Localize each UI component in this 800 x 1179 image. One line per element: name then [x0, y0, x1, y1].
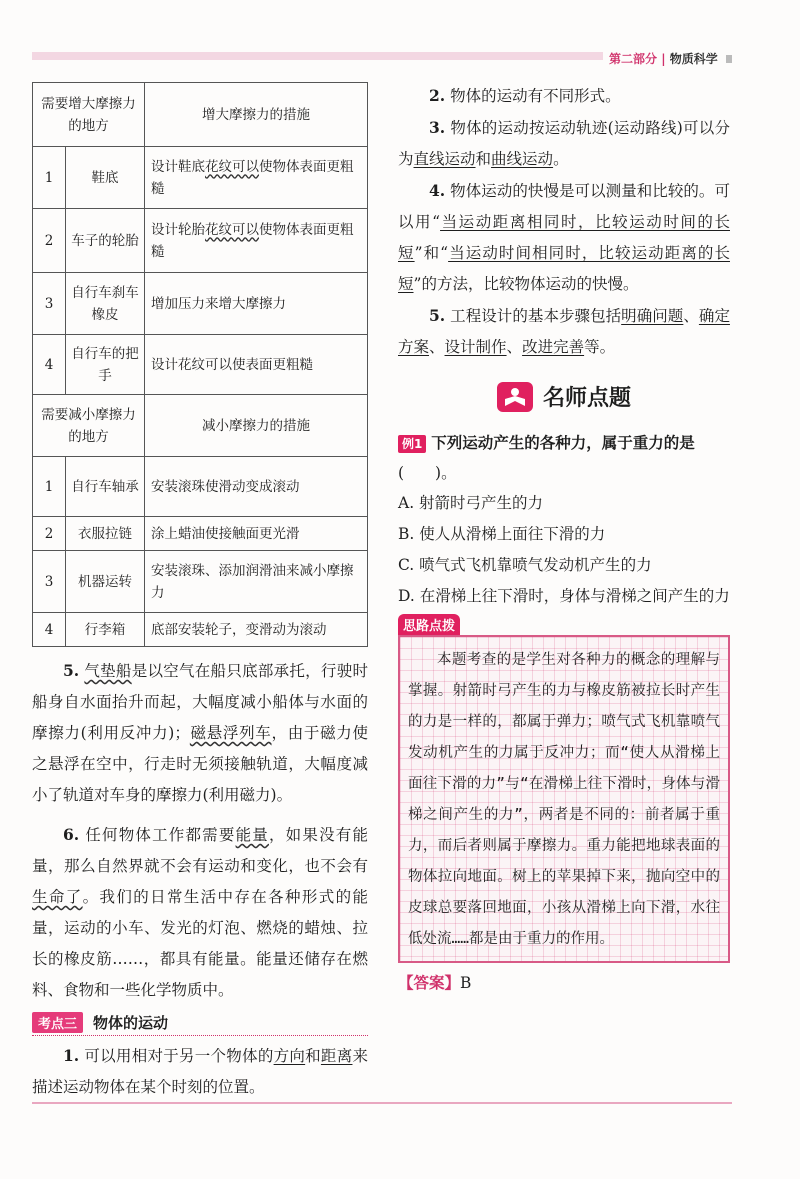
right-paragraph-5: 5. 工程设计的基本步骤包括明确问题、确定方案、设计制作、改进完善等。 — [398, 306, 730, 356]
decrease-head-measure: 减小摩擦力的措施 — [145, 395, 368, 457]
table-row — [33, 209, 368, 273]
table-row — [33, 613, 368, 647]
bottom-rule — [32, 1102, 732, 1104]
row-num: 1 — [33, 147, 66, 209]
right-paragraph-3: 3. 物体的运动按运动轨迹(运动路线)可以分为直线运动和曲线运动。 — [398, 118, 730, 168]
row-num: 3 — [33, 551, 66, 613]
silu-text: 本题考查的是学生对各种力的概念的理解与掌握。射箭时弓产生的力与橡皮筋被拉长时产生的力是一样的，都属于弹力；喷气式飞机靠喷气发动机产生的力属于反冲力；而“使人从滑梯上面往下滑的力”与“在滑梯上往下滑时，身体与滑梯之间产生的力”，两者是不同的：前者属于重力，而后者则属于摩擦力。重力能把地球表面的物体拉向地面。树上的苹果掉下来，抛向空中的皮球总要落回地面，小孩从滑梯上向下滑，水往低处流……都是由于重力的作用。 — [408, 652, 720, 947]
kaodian-heading — [32, 1012, 368, 1036]
row-place: 车子的轮胎 — [66, 209, 145, 273]
row-num: 4 — [33, 335, 66, 395]
left-column — [32, 82, 368, 1103]
header-square — [726, 55, 732, 63]
row-place: 自行车刹车橡皮 — [66, 273, 145, 335]
friction-table — [32, 82, 368, 647]
table-row — [33, 147, 368, 209]
right-paragraph-2: 2. 物体的运动有不同形式。 — [429, 86, 621, 105]
silu-box — [398, 635, 730, 963]
row-measure: 设计鞋底花纹可以使物体表面更粗糙 — [145, 147, 368, 209]
answer-line — [398, 971, 730, 993]
row-num: 2 — [33, 517, 66, 551]
decrease-head-place: 需要减小摩擦力的地方 — [33, 395, 145, 457]
row-measure: 安装滚珠使滑动变成滚动 — [145, 457, 368, 517]
option-b: B. 使人从滑梯上面往下滑的力 — [398, 525, 606, 543]
row-measure: 涂上蜡油使接触面更光滑 — [145, 517, 368, 551]
example-question: 例1 下列运动产生的各种力，属于重力的是 ( )。 — [398, 433, 695, 482]
table-row — [33, 335, 368, 395]
row-measure: 增加压力来增大摩擦力 — [145, 273, 368, 335]
header-sep: | — [661, 52, 666, 66]
left-paragraph-5: 5. 气垫船是以空气在船只底部承托，行驶时船身自水面抬升而起，大幅度减小船体与水面的摩擦力(利用反冲力)；磁悬浮列车，由于磁力使之悬浮在空中，行走时无须接触轨道，大幅度减小了轨道对车身的摩擦力(利用磁力)。 — [32, 661, 368, 804]
table-row — [33, 457, 368, 517]
row-place: 衣服拉链 — [66, 517, 145, 551]
header-part: 第二部分 — [609, 52, 658, 66]
header-subject: 物质科学 — [669, 52, 718, 66]
answer-value: B — [460, 974, 472, 992]
teacher-reading-icon — [497, 382, 533, 412]
row-measure: 底部安装轮子，变滑动为滚动 — [145, 613, 368, 647]
kaodian-title: 物体的运动 — [93, 1014, 169, 1032]
kaodian-tag: 考点三 — [32, 1012, 83, 1033]
option-d: D. 在滑梯上往下滑时，身体与滑梯之间产生的力 — [398, 587, 730, 605]
example-label: 例1 — [398, 435, 426, 453]
increase-header-row — [33, 83, 368, 147]
increase-head-place: 需要增大摩擦力的地方 — [33, 83, 145, 147]
right-paragraph-4: 4. 物体运动的快慢是可以测量和比较的。可以用“当运动距离相同时，比较运动时间的长短”和“当运动时间相同时，比较运动距离的长短”的方法，比较物体运动的快慢。 — [398, 181, 730, 293]
silu-label: 思路点拨 — [398, 614, 460, 635]
left-paragraph-1: 1. 可以用相对于另一个物体的方向和距离来描述运动物体在某个时刻的位置。 — [32, 1046, 368, 1096]
row-num: 4 — [33, 613, 66, 647]
row-measure: 设计轮胎花纹可以使物体表面更粗糙 — [145, 209, 368, 273]
table-row — [33, 517, 368, 551]
row-num: 3 — [33, 273, 66, 335]
increase-head-measure: 增大摩擦力的措施 — [145, 83, 368, 147]
mingshi-heading — [398, 381, 730, 412]
option-a: A. 射箭时弓产生的力 — [398, 494, 544, 512]
row-measure: 安装滚珠、添加润滑油来减小摩擦力 — [145, 551, 368, 613]
right-column — [398, 80, 730, 993]
row-place: 自行车的把手 — [66, 335, 145, 395]
decrease-header-row — [33, 395, 368, 457]
row-place: 行李箱 — [66, 613, 145, 647]
page-header — [603, 50, 732, 67]
row-num: 2 — [33, 209, 66, 273]
table-row — [33, 551, 368, 613]
row-measure: 设计花纹可以使表面更粗糙 — [145, 335, 368, 395]
table-row — [33, 273, 368, 335]
answer-label: 【答案】 — [398, 973, 461, 992]
mingshi-title: 名师点题 — [542, 386, 631, 411]
option-c: C. 喷气式飞机靠喷气发动机产生的力 — [398, 556, 652, 574]
row-place: 机器运转 — [66, 551, 145, 613]
row-num: 1 — [33, 457, 66, 517]
row-place: 鞋底 — [66, 147, 145, 209]
row-place: 自行车轴承 — [66, 457, 145, 517]
left-paragraph-6: 6. 任何物体工作都需要能量，如果没有能量，那么自然界就不会有运动和变化，也不会有生命了。我们的日常生活中存在各种形式的能量，运动的小车、发光的灯泡、燃烧的蜡烛、拉长的橡皮筋……，都具有能量。能量还储存在燃料、食物和一些化学物质中。 — [32, 825, 368, 999]
